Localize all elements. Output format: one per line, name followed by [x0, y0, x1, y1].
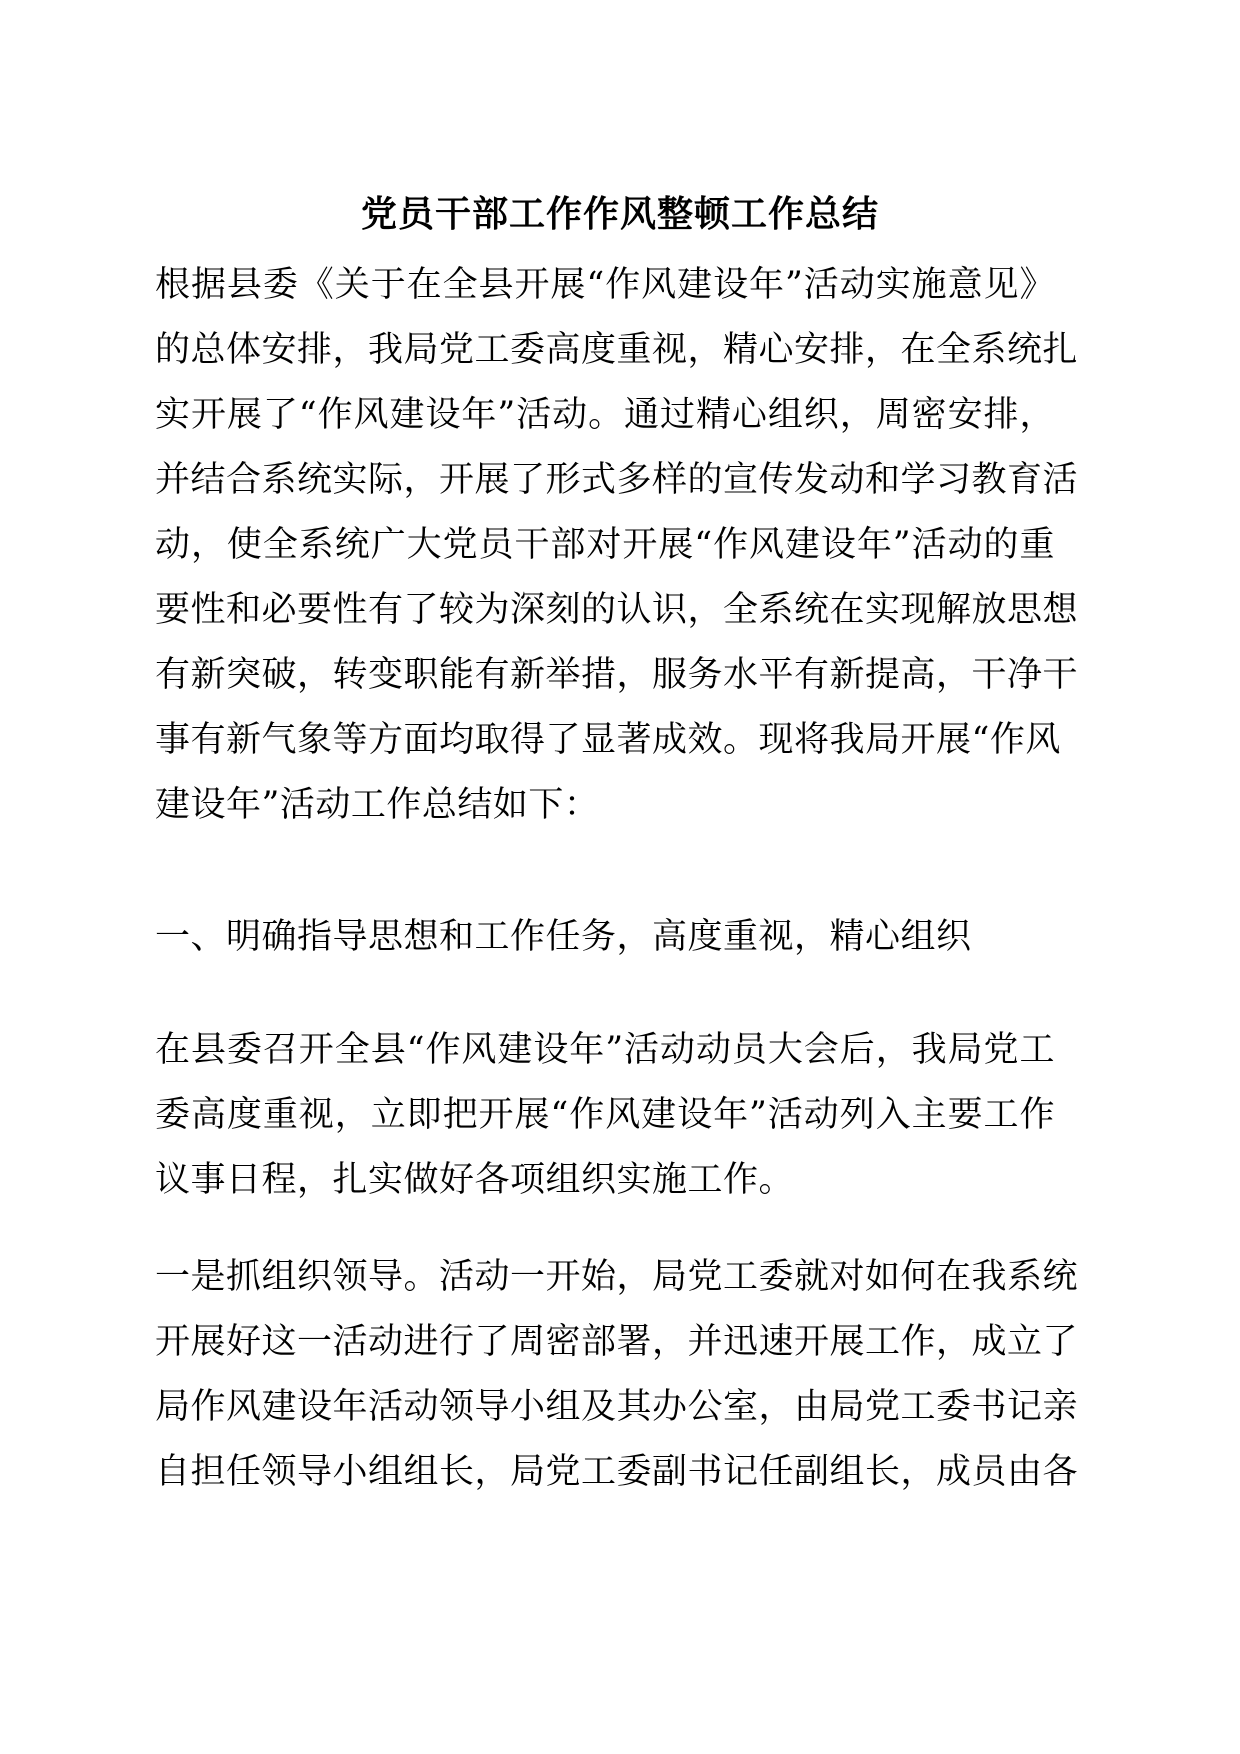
text-line: 开展好这一活动进行了周密部署，并迅速开展工作，成立了	[155, 1322, 1079, 1362]
text-line: 有新突破，转变职能有新举措，服务水平有新提高，干净干	[155, 655, 1079, 695]
section-heading-1	[155, 905, 1055, 970]
text-line: 委高度重视，立即把开展“作风建设年”活动列入主要工作	[155, 1095, 1055, 1135]
text-line: 在县委召开全县“作风建设年”活动动员大会后，我局党工	[155, 1030, 1055, 1070]
text-line: 的总体安排，我局党工委高度重视，精心安排，在全系统扎	[155, 330, 1079, 370]
paragraph-intro	[155, 253, 1079, 838]
paragraph-3	[155, 1245, 1079, 1505]
text-line: 议事日程，扎实做好各项组织实施工作。	[155, 1160, 795, 1200]
text-line: 自担任领导小组组长，局党工委副书记任副组长，成员由各	[155, 1452, 1079, 1492]
text-line: 事有新气象等方面均取得了显著成效。现将我局开展“作风	[155, 720, 1061, 760]
paragraph-2	[155, 1018, 1055, 1213]
text-line: 实开展了“作风建设年”活动。通过精心组织，周密安排，	[155, 395, 1055, 435]
text-line: 动，使全系统广大党员干部对开展“作风建设年”活动的重	[155, 525, 1055, 565]
text-line: 并结合系统实际，开展了形式多样的宣传发动和学习教育活	[155, 460, 1079, 500]
section-heading-text: 一、明确指导思想和工作任务，高度重视，精心组织	[155, 917, 972, 957]
text-line: 局作风建设年活动领导小组及其办公室，由局党工委书记亲	[155, 1387, 1079, 1427]
text-line: 一是抓组织领导。活动一开始，局党工委就对如何在我系统	[155, 1257, 1079, 1297]
text-line: 建设年”活动工作总结如下：	[155, 785, 600, 825]
document-title: 党员干部工作作风整顿工作总结	[360, 193, 879, 235]
text-line: 根据县委《关于在全县开展“作风建设年”活动实施意见》	[155, 265, 1055, 305]
text-line: 要性和必要性有了较为深刻的认识，全系统在实现解放思想	[155, 590, 1079, 630]
